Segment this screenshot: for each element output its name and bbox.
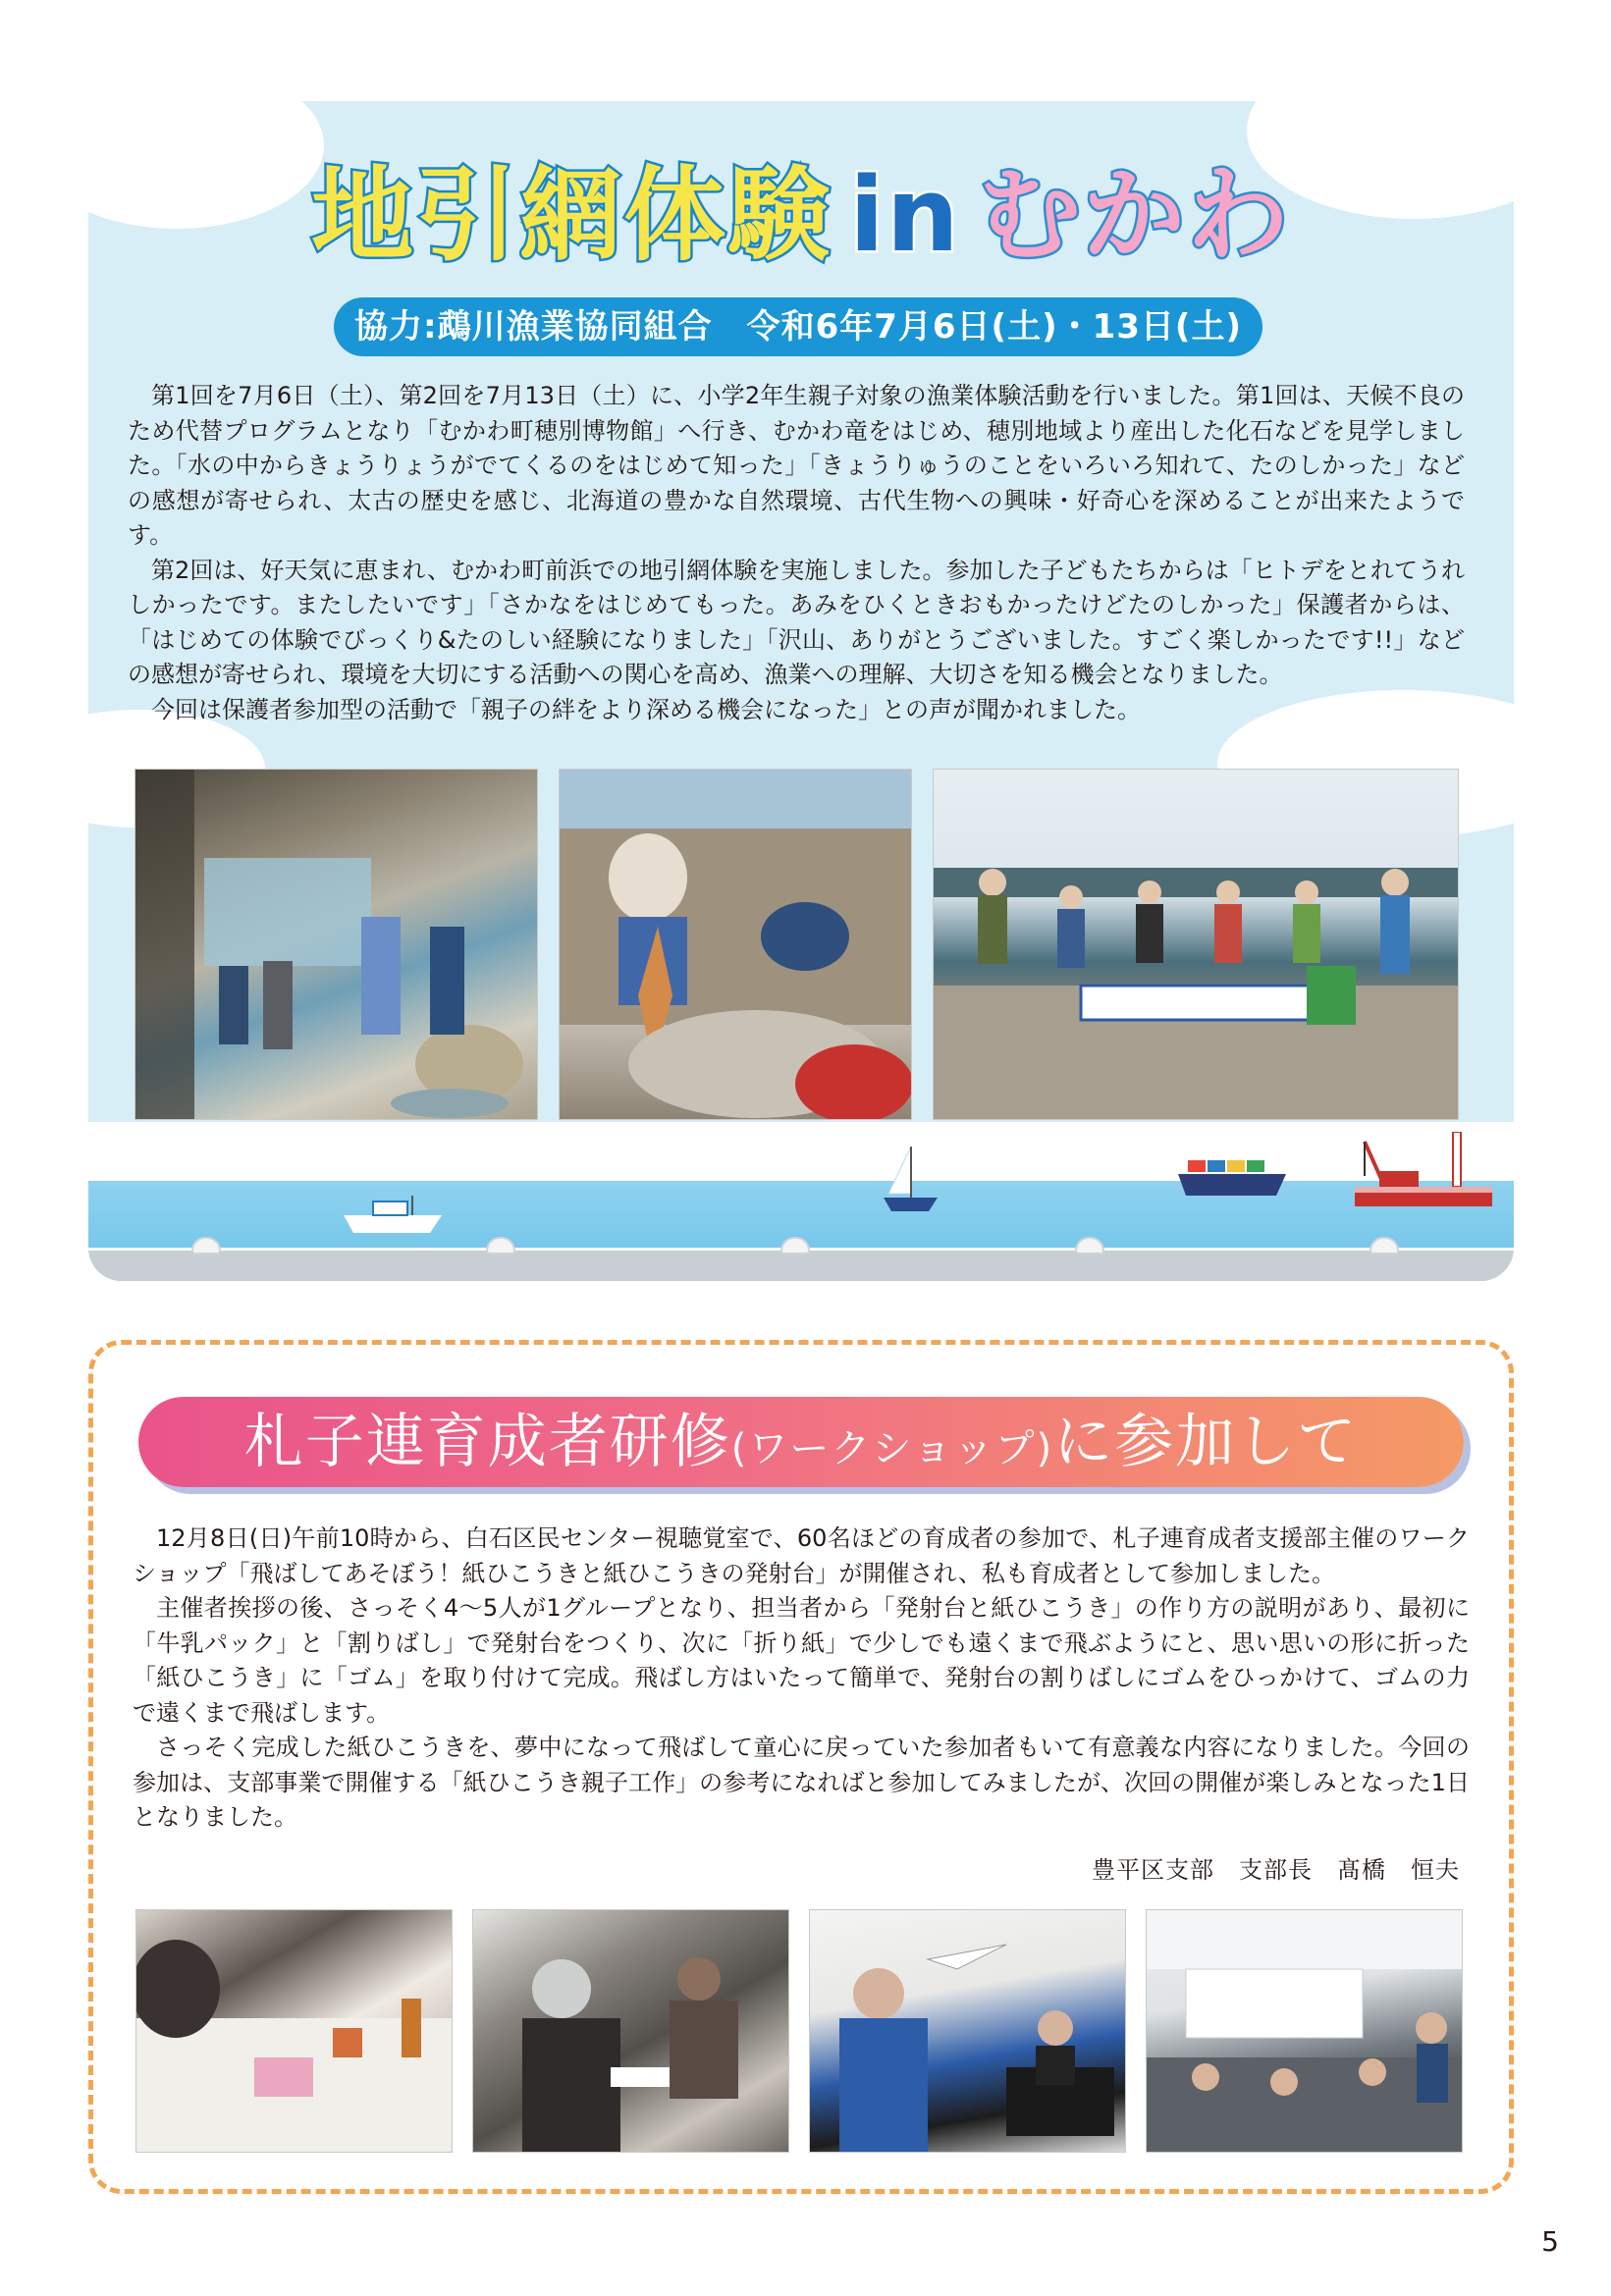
- author-signature: 豊平区支部 支部長 髙橋 恒夫: [1092, 1856, 1460, 1884]
- title-main: 地引網体験: [311, 155, 832, 275]
- workshop-title-banner: [138, 1397, 1464, 1487]
- crane-ship-icon: [1355, 1132, 1492, 1210]
- sailboat-icon: [884, 1147, 938, 1215]
- banner-title-main: 札子連育成者研修: [243, 1408, 731, 1476]
- paragraph: 第1回を7月6日（土）、第2回を7月13日（土）に、小学2年生親子対象の漁業体験活動を行いました。第1回は、天候不良のため代替プログラムとなり「むかわ町穂別博物館」へ行き、むかわ竜をはじめ、穂別地域より産出した化石などを見学しました。「水の中からきょうりょうがでてくるのをはじめて知った」「きょうりゅうのことをいろいろ知れて、たのしかった」などの感想が寄せられ、太古の歴史を感じ、北海道の豊かな自然環境、古代生物への興味・好奇心を深めることが出来たようです。: [128, 382, 1465, 549]
- paragraph: 今回は保護者参加型の活動で「親子の絆をより深める機会になった」との声が聞かれました。: [151, 695, 1141, 723]
- paragraph: 第2回は、好天気に恵まれ、むかわ町前浜での地引網体験を実施しました。参加した子どもたちからは「ヒトデをとれてうれしかったです。またしたいです」「さかなをはじめてもった。あみをひくときおもかったけどたのしかった」保護者からは、「はじめての体験でびっくり&たのしい経験になりました」「沢山、ありがとうございました。すごく楽しかったです!!」などの感想が寄せられ、環境を大切にする活動への関心を高め、漁業への理解、大切さを知る機会となりました。: [128, 556, 1465, 688]
- workshop-photo-room: [1146, 1909, 1463, 2153]
- quay-wall: [88, 1248, 1514, 1281]
- workshop-photo-table-illustration: [136, 1910, 453, 2153]
- bollard: [486, 1237, 515, 1255]
- starfish-photo: [559, 769, 912, 1120]
- workshop-photo-room-illustration: [1147, 1910, 1463, 2153]
- banner-title-small: (ワークショップ): [730, 1426, 1054, 1471]
- workshop-body: [133, 1522, 1470, 1836]
- group-photo: [933, 769, 1459, 1120]
- workshop-article: [88, 1340, 1514, 2194]
- article-body: [128, 379, 1465, 727]
- paragraph: 主催者挨拶の後、さっそく4〜5人が1グループとなり、担当者から「発射台と紙ひこうき」の作り方の説明があり、最初に「牛乳パック」と「割りばし」で発射台をつくり、次に「折り紙」で少しでも遠くまで飛ぶようにと、思い思いの形に折った「紙ひこうき」に「ゴム」を取り付けて完成。飛ばし方はいたって簡単で、発射台の割りばしにゴムをひっかけて、ゴムの力で遠くまで飛ばします。: [133, 1594, 1470, 1727]
- bollard: [1369, 1237, 1399, 1255]
- article-title: [88, 156, 1514, 274]
- workshop-photo-instructor: [809, 1909, 1126, 2153]
- sea-illustration: [88, 1181, 1514, 1281]
- starfish-photo-illustration: [560, 770, 912, 1120]
- bollard: [780, 1237, 810, 1255]
- museum-photo-illustration: [135, 770, 538, 1120]
- bollard: [191, 1237, 221, 1255]
- bollard: [1075, 1237, 1104, 1255]
- page-number: 5: [1541, 2225, 1559, 2258]
- container-ship-icon: [1178, 1156, 1286, 1198]
- jibikiami-article: [88, 101, 1514, 1281]
- title-mukawa: むかわ: [978, 155, 1291, 275]
- workshop-photo-instructor-illustration: [810, 1910, 1126, 2153]
- museum-photo: [134, 769, 538, 1120]
- paragraph: 12月8日(日)午前10時から、白石区民センター視聴覚室で、60名ほどの育成者の参加で、札子連育成者支援部主催のワークショップ「飛ばしてあそぼう！紙ひこうきと紙ひこうきの発射台」が開催され、私も育成者として参加しました。: [133, 1524, 1470, 1587]
- fishing-boat-icon: [344, 1196, 442, 1235]
- cooperation-date-bar: 協力:鵡川漁業協同組合 令和6年7月6日(土)・13日(土): [334, 297, 1262, 356]
- workshop-photo-participants-illustration: [473, 1910, 789, 2153]
- group-photo-illustration: [934, 770, 1459, 1120]
- workshop-photo-table: [135, 1909, 453, 2153]
- banner-title-end: に参加して: [1053, 1408, 1359, 1476]
- paragraph: さっそく完成した紙ひこうきを、夢中になって飛ばして童心に戻っていた参加者もいて有意義な内容になりました。今回の参加は、支部事業で開催する「紙ひこうき親子工作」の参考になればと参加してみましたが、次回の開催が楽しみとなった1日となりました。: [133, 1734, 1470, 1831]
- workshop-photo-participants: [472, 1909, 789, 2153]
- title-in: in: [849, 155, 961, 275]
